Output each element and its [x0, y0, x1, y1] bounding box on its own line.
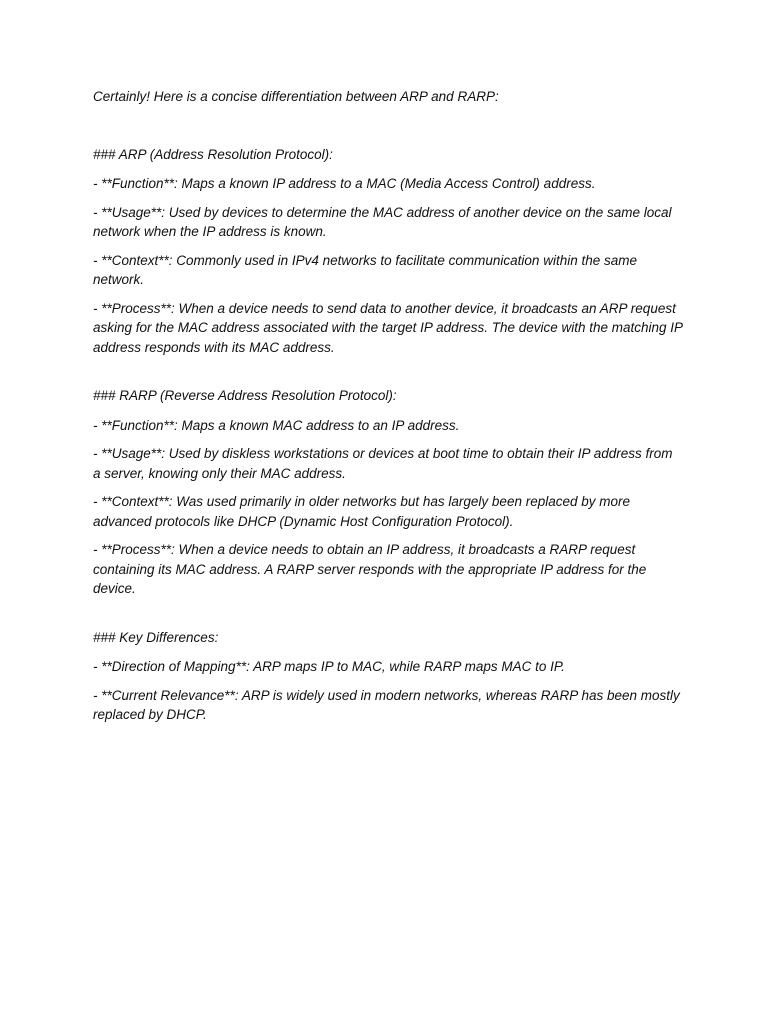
document-page: [93, 87, 683, 734]
section-heading-arp: ### ARP (Address Resolution Protocol):: [93, 146, 333, 162]
section-key-differences: [93, 628, 683, 725]
rarp-context-bullet: - **Context**: Was used primarily in older networks but has largely been replaced by more advanced protocols like DHCP (Dynamic Host Configuration Protocol).: [93, 494, 631, 529]
arp-usage-bullet: - **Usage**: Used by devices to determine the MAC address of another device on the same local network when the IP address is known.: [93, 204, 672, 239]
section-arp: [93, 145, 683, 358]
arp-context-bullet: - **Context**: Commonly used in IPv4 networks to facilitate communication within the same network.: [93, 252, 637, 287]
current-relevance-bullet: - **Current Relevance**: ARP is widely used in modern networks, whereas RARP has been mostly replaced by DHCP.: [93, 687, 680, 722]
rarp-usage-bullet: - **Usage**: Used by diskless workstations or devices at boot time to obtain their IP address from a server, knowing only their MAC address.: [93, 446, 673, 481]
intro-paragraph: Certainly! Here is a concise differentiation between ARP and RARP:: [93, 89, 499, 104]
arp-function-bullet: - **Function**: Maps a known IP address to a MAC (Media Access Control) address.: [93, 176, 596, 191]
arp-process-bullet: - **Process**: When a device needs to send data to another device, it broadcasts an ARP request asking for the MAC address associated with the target IP address. The device with the matching IP address responds with its MAC address.: [93, 300, 683, 355]
section-heading-rarp: ### RARP (Reverse Address Resolution Protocol):: [93, 388, 397, 403]
rarp-process-bullet: - **Process**: When a device needs to obtain an IP address, it broadcasts a RARP request containing its MAC address. A RARP server responds with the appropriate IP address for the device.: [93, 542, 647, 596]
rarp-function-bullet: - **Function**: Maps a known MAC address to an IP address.: [93, 417, 460, 433]
direction-of-mapping-bullet: - **Direction of Mapping**: ARP maps IP to MAC, while RARP maps MAC to IP.: [93, 659, 565, 674]
section-rarp: [93, 386, 683, 599]
section-heading-key-differences: ### Key Differences:: [93, 629, 219, 645]
